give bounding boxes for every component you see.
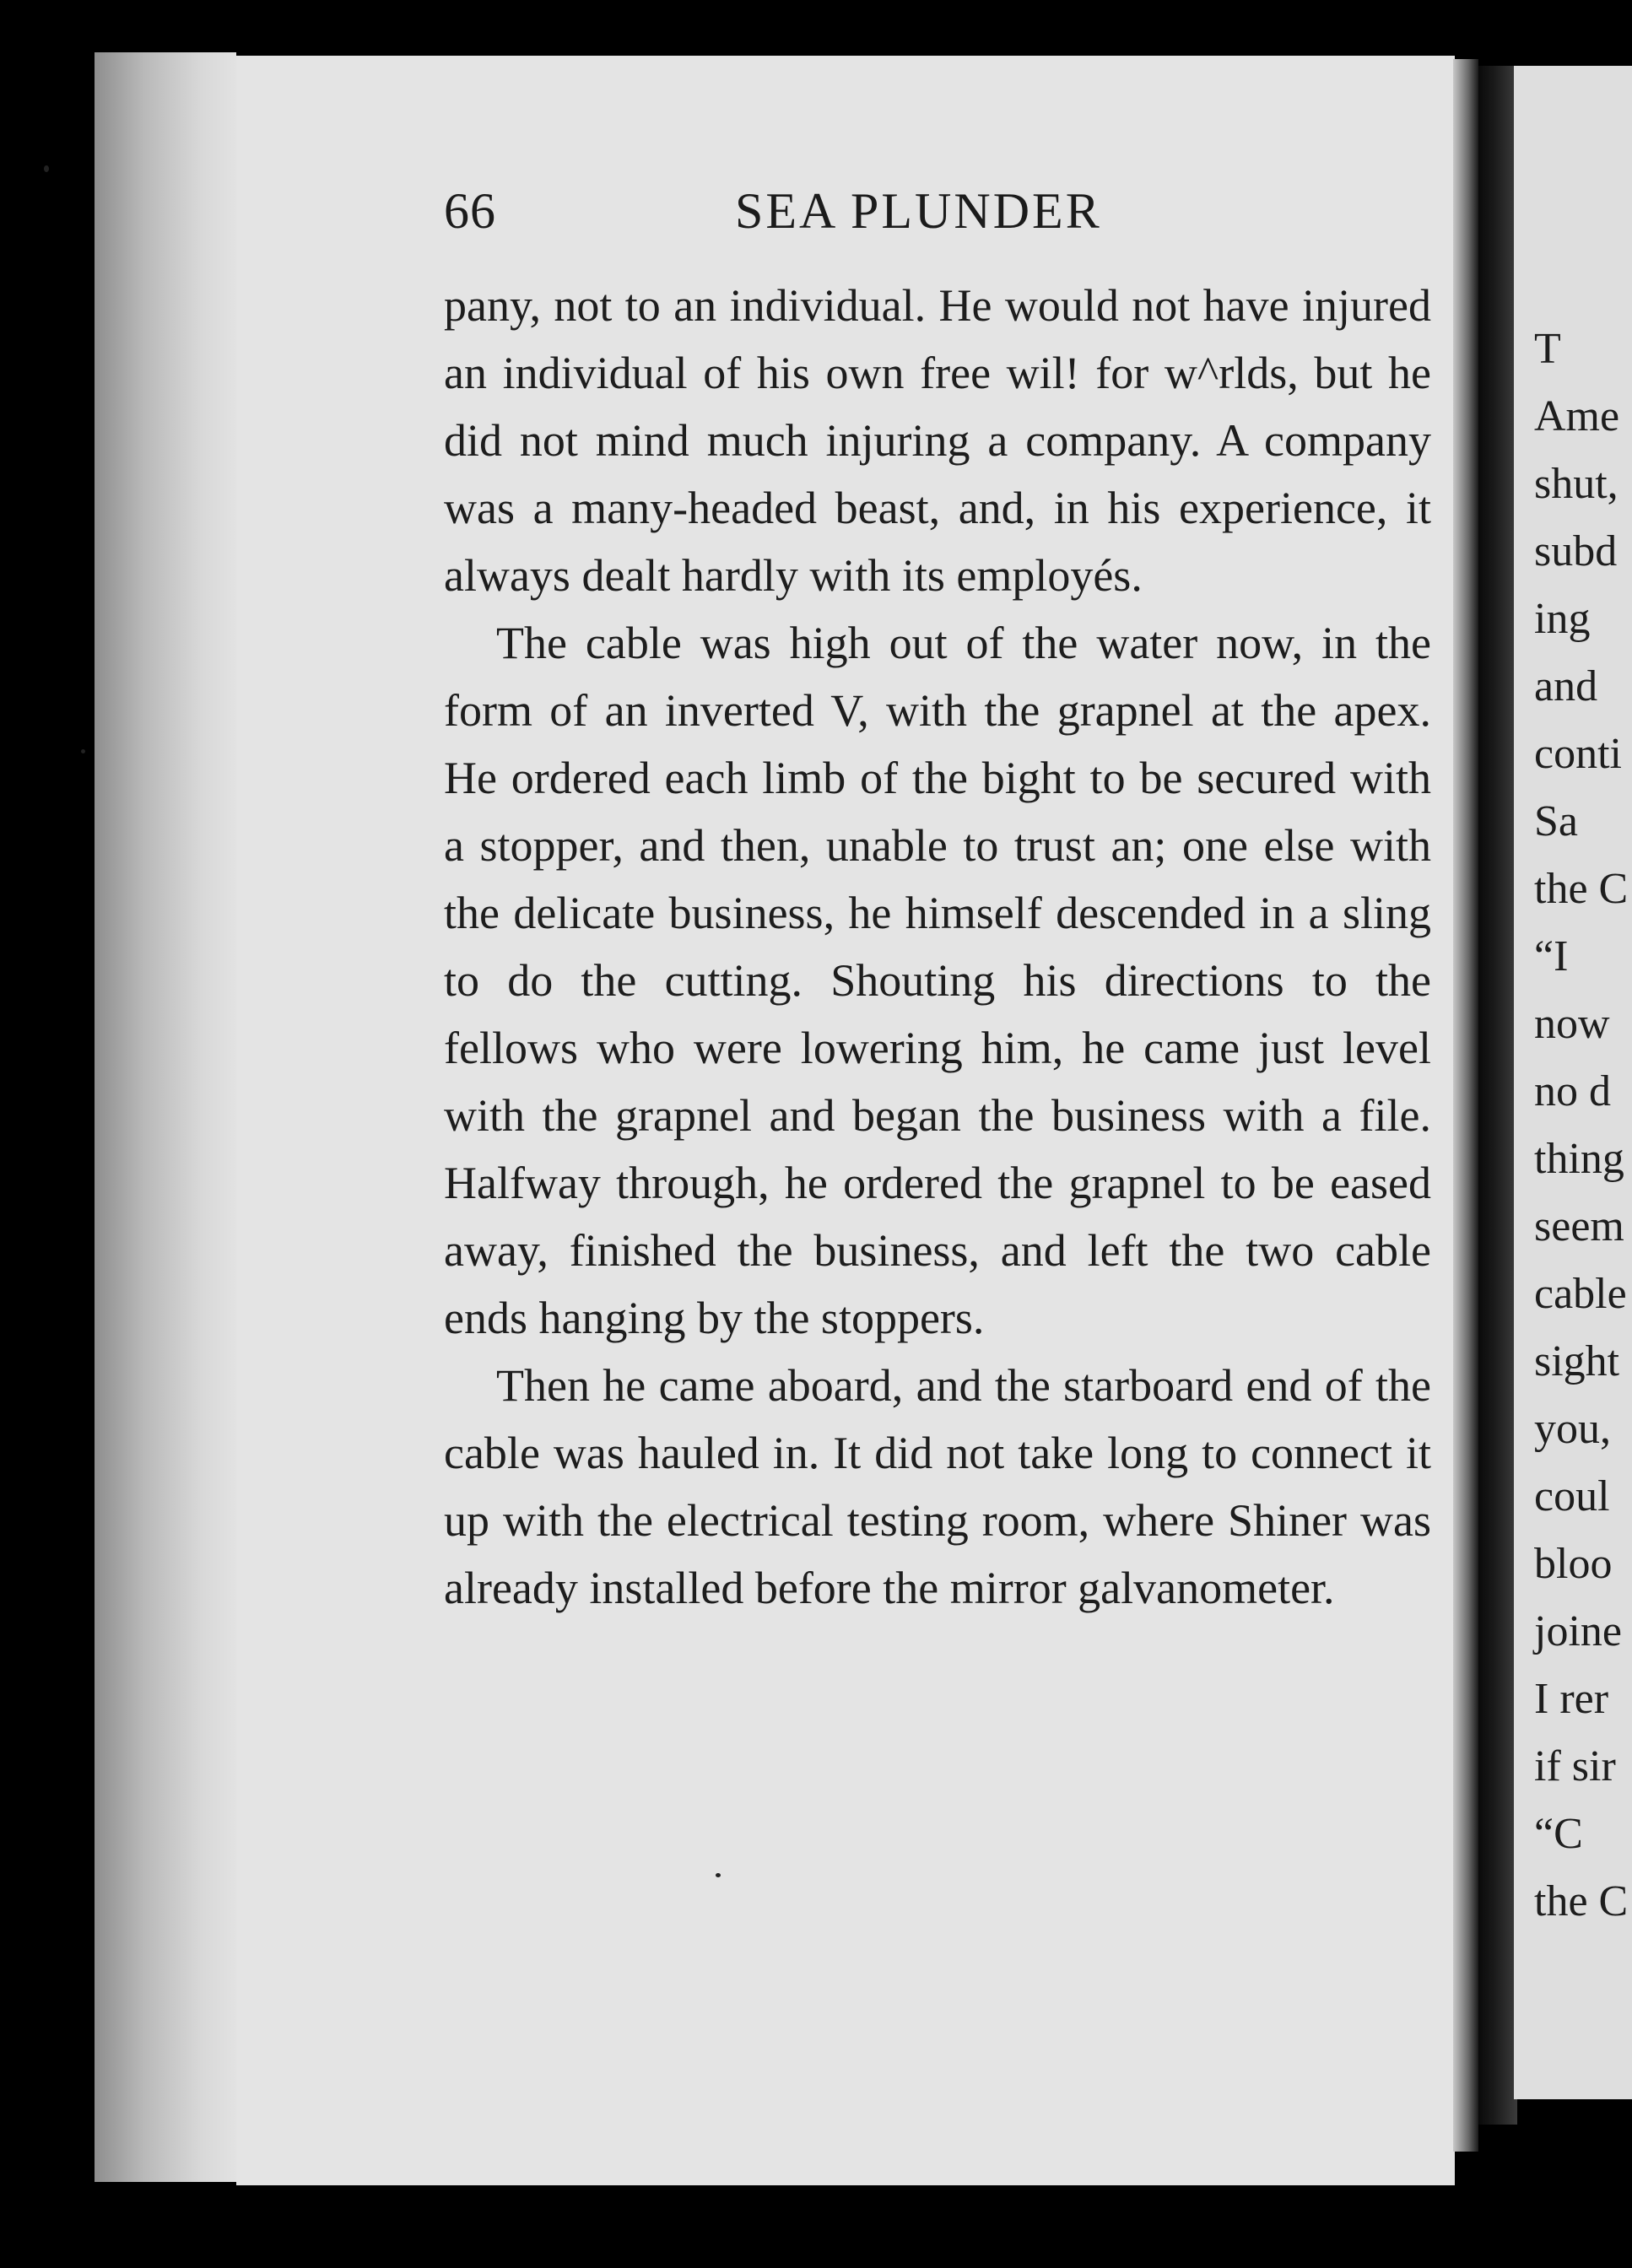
facing-page-line: “C [1534,1810,1583,1858]
facing-page-line: the C [1534,865,1629,913]
page-header [444,182,1440,250]
facing-page [1514,66,1632,2099]
facing-page-line: I rer [1534,1675,1609,1723]
book-binding [1478,66,1517,2125]
facing-page-line: the C [1534,1877,1629,1925]
facing-page-line: Ame [1534,392,1620,440]
facing-page-line: “I [1534,932,1569,980]
facing-page-line: conti [1534,730,1622,778]
page-edge-shadow [1453,59,1478,2152]
page-gutter [95,52,236,2182]
facing-page-line: shut, [1534,460,1618,508]
facing-page-line: T [1534,325,1561,373]
facing-page-line: coul [1534,1472,1610,1520]
facing-page-line: if sir [1534,1742,1616,1790]
facing-page-line: cable [1534,1270,1627,1318]
facing-page-line: Sa [1534,797,1578,845]
dust-speck [44,165,49,172]
facing-page-line: sight [1534,1337,1620,1385]
facing-page-line: joine [1534,1607,1622,1655]
facing-page-line: no d [1534,1067,1611,1115]
facing-page-line: ing [1534,595,1591,643]
facing-page-line: seem [1534,1202,1624,1250]
paragraph: pany, not to an individual. He would not have injured an individual of his own free wil! for w^rlds, but he did not mind much injuring a company. A company was a many-headed beast, and, in his experience, it always dealt hardly with its employés. [444,280,1431,601]
dust-speck [81,749,85,753]
facing-page-line: and [1534,662,1598,710]
page-number: 66 [444,183,496,239]
facing-page-line: now [1534,1000,1610,1048]
facing-page-line: bloo [1534,1540,1613,1588]
facing-page-line: thing [1534,1135,1624,1183]
dust-speck [716,1873,721,1877]
paragraph: Then he came aboard, and the starboard end of the cable was hauled in. It did not take long to connect it up with the electrical testing room, where Shiner was already installed before the mirror galvanometer. [444,1360,1431,1613]
facing-page-line: subd [1534,527,1618,575]
facing-page-text [1534,316,1628,1936]
facing-page-line: you, [1534,1405,1611,1453]
running-title: SEA PLUNDER [735,183,1102,239]
body-text [444,272,1431,1622]
paragraph: The cable was high out of the water now, in the form of an inverted V, with the grapnel at the apex. He ordered each limb of the bight to be secured with a stopper, and then, unable to trust an; one else with the delicate business, he himself descended in a sling to do the cutting. Shouting his directions to the fellows who were lowering him, he came just level with the grapnel and began the business with a file. Halfway through, he ordered the grapnel to be eased away, finished the business, and left the two cable ends hanging by the stoppers. [444,618,1431,1343]
